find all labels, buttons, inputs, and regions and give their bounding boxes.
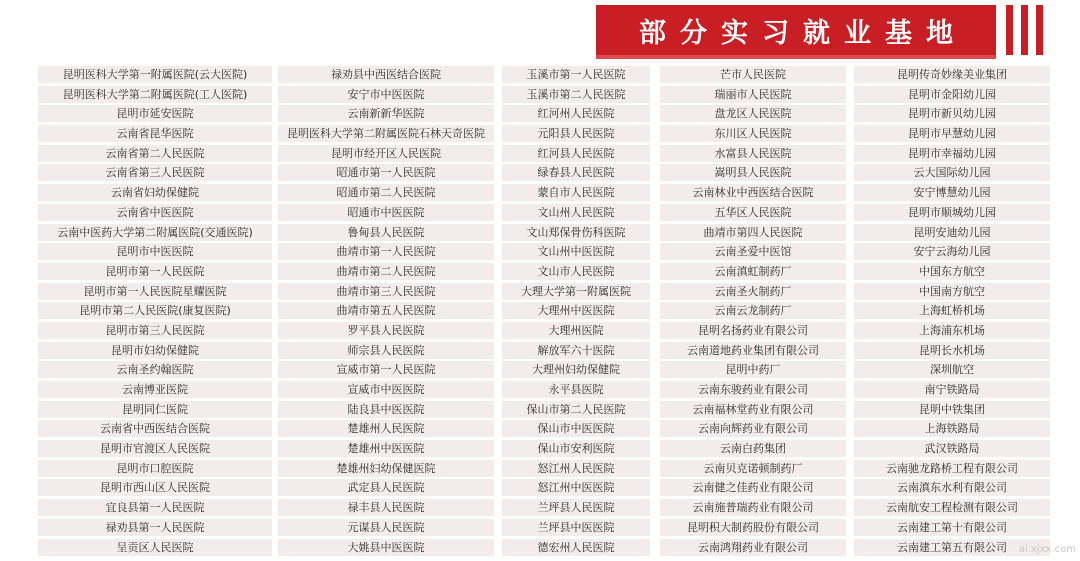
base-name-cell: 云南省中医医院	[38, 204, 272, 221]
base-name-cell: 禄劝县第一人民医院	[38, 519, 272, 536]
base-name-cell: 蒙自市人民医院	[502, 184, 650, 201]
base-name-cell: 大理州妇幼保健院	[502, 361, 650, 378]
decorative-stripe	[1006, 5, 1013, 55]
base-name-cell: 昆明长水机场	[854, 342, 1050, 359]
base-name-cell: 昆明市第一人民医院	[38, 263, 272, 280]
base-name-cell: 云南建工第五有限公司	[854, 539, 1050, 556]
base-name-cell: 昆明市早慧幼儿园	[854, 125, 1050, 142]
base-name-cell: 解放军六十医院	[502, 342, 650, 359]
base-name-cell: 昆明医科大学第二附属医院石林天奇医院	[278, 125, 494, 142]
base-name-cell: 昭通市中医医院	[278, 204, 494, 221]
base-name-cell: 昆明中药厂	[660, 361, 846, 378]
base-name-cell: 云南省中西医结合医院	[38, 420, 272, 437]
base-name-cell: 红河州人民医院	[502, 105, 650, 122]
base-name-cell: 云南贝克诺顿制药厂	[660, 460, 846, 477]
base-name-cell: 昆明中铁集团	[854, 401, 1050, 418]
base-name-cell: 瑞丽市人民医院	[660, 86, 846, 103]
base-name-cell: 宣威市中医医院	[278, 381, 494, 398]
base-name-cell: 兰坪县中医医院	[502, 519, 650, 536]
base-name-cell: 昆明积大制药股份有限公司	[660, 519, 846, 536]
base-name-cell: 云南施普瑞药业有限公司	[660, 499, 846, 516]
base-name-cell: 云南省妇幼保健院	[38, 184, 272, 201]
base-name-cell: 曲靖市第四人民医院	[660, 224, 846, 241]
base-name-cell: 五华区人民医院	[660, 204, 846, 221]
base-name-cell: 文山郑保骨伤科医院	[502, 224, 650, 241]
base-name-cell: 大理大学第一附属医院	[502, 283, 650, 300]
base-name-cell: 云南林业中西医结合医院	[660, 184, 846, 201]
base-name-cell: 嵩明县人民医院	[660, 164, 846, 181]
base-name-cell: 昆明名扬药业有限公司	[660, 322, 846, 339]
base-name-cell: 云南圣约翰医院	[38, 361, 272, 378]
base-name-cell: 昆明医科大学第一附属医院(云大医院)	[38, 66, 272, 83]
base-name-cell: 云南省昆华医院	[38, 125, 272, 142]
base-column-4	[660, 66, 846, 558]
base-name-cell: 东川区人民医院	[660, 125, 846, 142]
base-name-cell: 中国南方航空	[854, 283, 1050, 300]
base-name-cell: 昆明市中医医院	[38, 243, 272, 260]
base-name-cell: 红河县人民医院	[502, 145, 650, 162]
base-name-cell: 怒江州中医医院	[502, 479, 650, 496]
base-name-cell: 宣威市第一人民医院	[278, 361, 494, 378]
base-name-cell: 安宁市中医医院	[278, 86, 494, 103]
base-name-cell: 保山市安利医院	[502, 440, 650, 457]
base-name-cell: 云南圣火制药厂	[660, 283, 846, 300]
base-name-cell: 昆明市官渡区人民医院	[38, 440, 272, 457]
base-name-cell: 大理州医院	[502, 322, 650, 339]
base-name-cell: 安宁云海幼儿园	[854, 243, 1050, 260]
base-name-cell: 云大国际幼儿园	[854, 164, 1050, 181]
base-name-cell: 兰坪县人民医院	[502, 499, 650, 516]
base-name-cell: 云南白药集团	[660, 440, 846, 457]
base-name-cell: 保山市第二人民医院	[502, 401, 650, 418]
title-banner	[596, 5, 996, 59]
base-name-cell: 南宁铁路局	[854, 381, 1050, 398]
base-name-cell: 云南博亚医院	[38, 381, 272, 398]
decorative-stripe	[1036, 5, 1043, 55]
base-name-cell: 芒市人民医院	[660, 66, 846, 83]
base-column-1	[38, 66, 272, 558]
base-name-cell: 云南新新华医院	[278, 105, 494, 122]
base-name-cell: 保山市中医医院	[502, 420, 650, 437]
base-name-cell: 昆明市西山区人民医院	[38, 479, 272, 496]
page-title: 部分实习就业基地	[639, 17, 967, 49]
base-name-cell: 武定县人民医院	[278, 479, 494, 496]
base-name-cell: 昆明市口腔医院	[38, 460, 272, 477]
base-name-cell: 云南驰龙路桥工程有限公司	[854, 460, 1050, 477]
base-name-cell: 昆明安迪幼儿园	[854, 224, 1050, 241]
base-name-cell: 云南滇虹制药厂	[660, 263, 846, 280]
base-name-cell: 曲靖市第三人民医院	[278, 283, 494, 300]
base-name-cell: 文山市人民医院	[502, 263, 650, 280]
base-name-cell: 昆明市妇幼保健院	[38, 342, 272, 359]
base-name-cell: 昆明市经开区人民医院	[278, 145, 494, 162]
watermark: ai.xjxx.com	[1018, 544, 1076, 555]
base-name-cell: 云南鸿翔药业有限公司	[660, 539, 846, 556]
base-name-cell: 盘龙区人民医院	[660, 105, 846, 122]
base-name-cell: 大理州中医医院	[502, 302, 650, 319]
base-column-5	[854, 66, 1050, 558]
base-name-cell: 昆明市新贝幼儿园	[854, 105, 1050, 122]
base-name-cell: 禄丰县人民医院	[278, 499, 494, 516]
base-name-cell: 昭通市第二人民医院	[278, 184, 494, 201]
base-name-cell: 德宏州人民医院	[502, 539, 650, 556]
base-name-cell: 昆明市第三人民医院	[38, 322, 272, 339]
base-name-cell: 曲靖市第五人民医院	[278, 302, 494, 319]
base-name-cell: 云南福林堂药业有限公司	[660, 401, 846, 418]
base-column-2	[278, 66, 494, 558]
base-name-cell: 楚雄州妇幼保健医院	[278, 460, 494, 477]
base-name-cell: 宜良县第一人民医院	[38, 499, 272, 516]
base-name-cell: 云南圣爱中医馆	[660, 243, 846, 260]
base-name-cell: 云南健之佳药业有限公司	[660, 479, 846, 496]
base-name-cell: 云南滇东水利有限公司	[854, 479, 1050, 496]
base-name-cell: 上海铁路局	[854, 420, 1050, 437]
base-name-cell: 中国东方航空	[854, 263, 1050, 280]
base-name-cell: 怒江州人民医院	[502, 460, 650, 477]
base-name-cell: 水富县人民医院	[660, 145, 846, 162]
base-name-cell: 云南东骏药业有限公司	[660, 381, 846, 398]
base-name-cell: 云南建工第十有限公司	[854, 519, 1050, 536]
base-name-cell: 武汉铁路局	[854, 440, 1050, 457]
base-name-cell: 云南航安工程检测有限公司	[854, 499, 1050, 516]
base-name-cell: 师宗县人民医院	[278, 342, 494, 359]
base-name-cell: 玉溪市第二人民医院	[502, 86, 650, 103]
base-name-cell: 文山州中医医院	[502, 243, 650, 260]
base-name-cell: 上海浦东机场	[854, 322, 1050, 339]
base-name-cell: 禄劝县中西医结合医院	[278, 66, 494, 83]
base-name-cell: 安宁博慧幼儿园	[854, 184, 1050, 201]
base-name-cell: 云南云龙制药厂	[660, 302, 846, 319]
base-name-cell: 元谋县人民医院	[278, 519, 494, 536]
base-name-cell: 昆明传奇妙缘美业集团	[854, 66, 1050, 83]
base-name-cell: 昭通市第一人民医院	[278, 164, 494, 181]
base-name-cell: 曲靖市第二人民医院	[278, 263, 494, 280]
base-name-cell: 云南省第二人民医院	[38, 145, 272, 162]
base-name-cell: 云南中医药大学第二附属医院(交通医院)	[38, 224, 272, 241]
base-name-cell: 深圳航空	[854, 361, 1050, 378]
base-name-cell: 昆明市第一人民医院星耀医院	[38, 283, 272, 300]
base-name-cell: 绿春县人民医院	[502, 164, 650, 181]
base-name-cell: 云南向辉药业有限公司	[660, 420, 846, 437]
base-name-cell: 昆明同仁医院	[38, 401, 272, 418]
base-column-3	[502, 66, 650, 558]
base-name-cell: 昆明市金阳幼儿园	[854, 86, 1050, 103]
base-name-cell: 玉溪市第一人民医院	[502, 66, 650, 83]
base-name-cell: 昆明市顺城幼儿园	[854, 204, 1050, 221]
base-name-cell: 罗平县人民医院	[278, 322, 494, 339]
base-name-cell: 昆明市第二人民医院(康复医院)	[38, 302, 272, 319]
base-name-cell: 云南省第三人民医院	[38, 164, 272, 181]
base-name-cell: 鲁甸县人民医院	[278, 224, 494, 241]
base-name-cell: 大姚县中医医院	[278, 539, 494, 556]
base-name-cell: 昆明医科大学第二附属医院(工人医院)	[38, 86, 272, 103]
decorative-stripe	[1021, 5, 1028, 55]
base-name-cell: 昆明市幸福幼儿园	[854, 145, 1050, 162]
base-name-cell: 楚雄州中医医院	[278, 440, 494, 457]
base-name-cell: 昆明市延安医院	[38, 105, 272, 122]
base-name-cell: 永平县医院	[502, 381, 650, 398]
base-name-cell: 文山州人民医院	[502, 204, 650, 221]
base-name-cell: 呈贡区人民医院	[38, 539, 272, 556]
base-name-cell: 曲靖市第一人民医院	[278, 243, 494, 260]
base-name-cell: 云南道地药业集团有限公司	[660, 342, 846, 359]
base-name-cell: 上海虹桥机场	[854, 302, 1050, 319]
base-name-cell: 元阳县人民医院	[502, 125, 650, 142]
base-name-cell: 楚雄州人民医院	[278, 420, 494, 437]
base-name-cell: 陆良县中医医院	[278, 401, 494, 418]
